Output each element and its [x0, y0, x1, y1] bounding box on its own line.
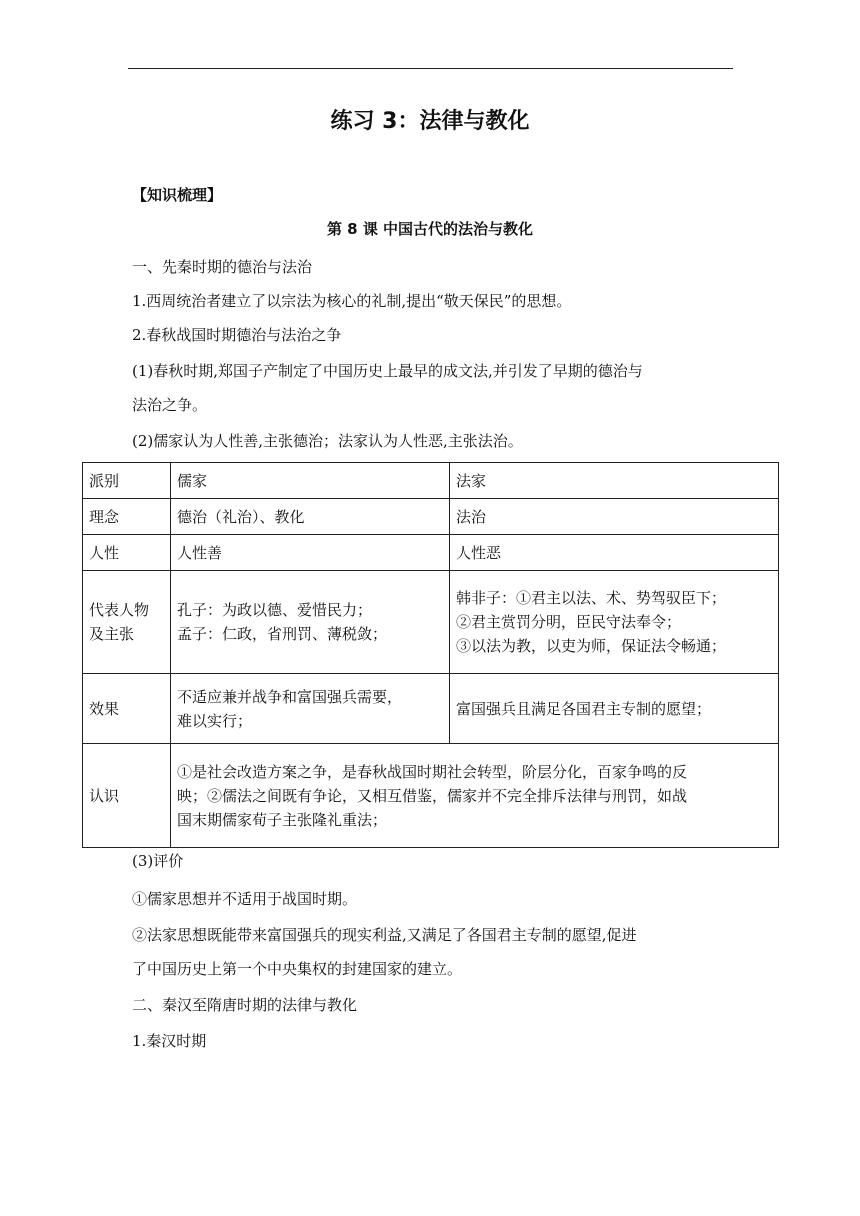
paragraph-continued: 了中国历史上第一个中央集权的封建国家的建立。: [132, 960, 463, 978]
cell-text: 孔子：为政以德、爱惜民力；: [177, 601, 373, 619]
paragraph: 1.西周统治者建立了以宗法为核心的礼制,提出“敬天保民”的思想。: [132, 292, 572, 310]
cell-text: 不适应兼并战争和富国强兵需要，: [177, 687, 403, 706]
table-cell: 人性善: [171, 535, 450, 571]
paragraph: ①儒家思想并不适用于战国时期。: [132, 890, 358, 908]
paragraph: ②法家思想既能带来富国强兵的现实利益,又满足了各国君主专制的愿望,促进: [132, 926, 637, 944]
table-row: [83, 674, 779, 744]
table-cell: 富国强兵且满足各国君主专制的愿望；: [450, 674, 779, 744]
paragraph-continued: 法治之争。: [132, 396, 208, 414]
paragraph: 2.春秋战国时期德治与法治之争: [132, 326, 342, 344]
table-row: [83, 463, 779, 499]
cell-text: 孟子：仁政，省刑罚、薄税敛；: [177, 625, 388, 643]
eval-heading: (3)评价: [132, 852, 184, 870]
cell-text: 及主张: [89, 625, 135, 643]
part1-heading: 一、先秦时期的德治与法治: [132, 258, 313, 276]
header-rule: [128, 68, 733, 69]
table-cell: 人性: [83, 535, 171, 571]
paragraph: (1)春秋时期,郑国子产制定了中国历史上最早的成文法,并引发了早期的德治与: [132, 362, 643, 380]
page-title: 练习 3：法律与教化: [330, 109, 530, 134]
paragraph: 1.秦汉时期: [132, 1032, 207, 1050]
paragraph: (2)儒家认为人性善,主张德治；法家认为人性恶,主张法治。: [132, 432, 523, 450]
table-cell: 派别: [83, 463, 171, 499]
cell-text: 代表人物: [89, 601, 150, 619]
cell-text: 国末期儒家荀子主张隆礼重法；: [177, 810, 388, 829]
part2-heading: 二、秦汉至隋唐时期的法律与教化: [132, 996, 358, 1014]
table-cell: 儒家: [171, 463, 450, 499]
cell-text: 映；②儒法之间既有争论，又相互借鉴，儒家并不完全排斥法律与刑罚，如战: [177, 786, 688, 805]
table-row: [83, 535, 779, 571]
table-cell: 人性恶: [450, 535, 779, 571]
table-row: [83, 571, 779, 674]
cell-text: 韩非子：①君主以法、术、势驾驭臣下；: [456, 589, 727, 607]
cell-text: ②君主赏罚分明，臣民守法奉令；: [456, 613, 682, 631]
table-cell: [171, 674, 450, 744]
lesson-title: 第 8 课 中国古代的法治与教化: [326, 220, 534, 238]
table-cell: [83, 571, 171, 674]
cell-text: ③以法为教，以吏为师，保证法令畅通；: [456, 637, 727, 655]
table-cell: [171, 571, 450, 674]
table-row: [83, 499, 779, 535]
cell-text: 难以实行；: [177, 711, 253, 730]
section-heading: 【知识梳理】: [132, 186, 223, 204]
table-cell: 德治（礼治）、教化: [171, 499, 450, 535]
table-cell: 法治: [450, 499, 779, 535]
cell-text: ①是社会改造方案之争，是春秋战国时期社会转型，阶层分化，百家争鸣的反: [177, 762, 688, 781]
table-cell: [171, 744, 779, 848]
table-cell: 法家: [450, 463, 779, 499]
table-cell: [450, 571, 779, 674]
table-cell: 认识: [83, 744, 171, 848]
table-cell: 效果: [83, 674, 171, 744]
comparison-table: [82, 462, 779, 848]
table-cell: 理念: [83, 499, 171, 535]
table-row: [83, 744, 779, 848]
